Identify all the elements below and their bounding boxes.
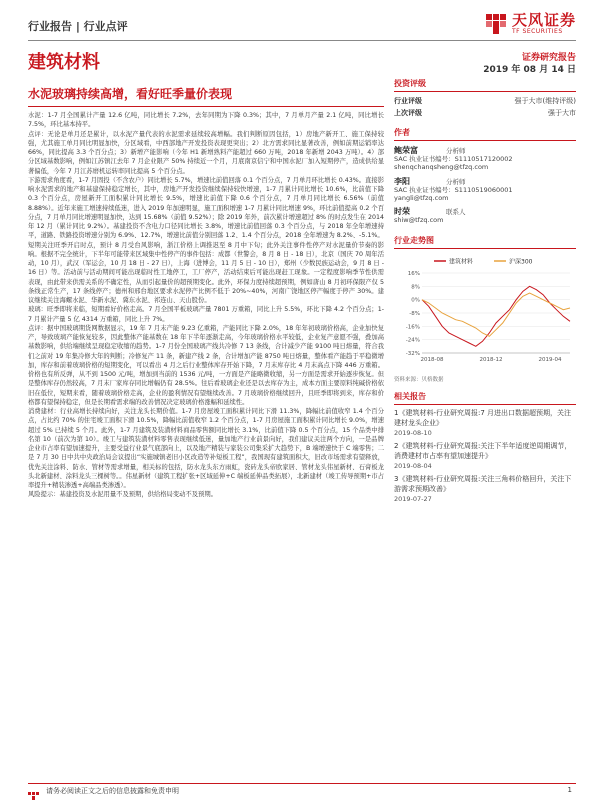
report-title: 水泥玻璃持续高增，看好旺季量价表现 xyxy=(28,87,233,101)
report-body xyxy=(28,111,384,500)
paragraph-season: 短期关注旺季开启时点，预计 8 月受台风影响，浙江价格上调推迟至 8 月中下旬；此外关注事件性停产对水泥量价节奏的影响。根据不完全统计，下半年可能带来区域集中性停产的事件包括：成都（世警会，8 月 8 日 - 18 日），北京（国庆 70 周年活动，10 月），武汉（军运会，10 月 18 日 - 27 日），上海（进博会，11 月 5 日 - 10 日），郑州（少数民族运动会，9 月 8 日 - 16 日）等。活动前与活动期间可能出现临时性工地停工，工厂停产，活动结束后可能出现赶工现象。一定程度影响季节性供需表现，由此带来供需关系的不确定性，从而引起量价的超预期变化。此外，环保力度持续超预期，例如唐山 8 月初环保限产仅 5 条线正常生产，17 条线停产；德州和邢台地区要求水泥停产比例不低于 20%~40%，河南广饶地区停产幅度于停产 30%。建议继续关注海螺水泥、华新水泥、冀东水泥、祁连山、天山股份。 xyxy=(28,241,384,304)
paragraph-demand: 下游需求角度看，1-7 月固投（不含农户）同比增长 5.7%，增速比前值回落 0.1 个百分点，7 月单月环比增长 0.43%。直接影响水泥需求的地产和基建保持稳定增长，其中，房地产开发投资继续保持较快增速，1-7 月累计同比增长 10.6%，比前值下降 0.3 个百分点，房屋新开工面积累计同比增长 9.5%，增速比前值下降 0.6 个百分点，7 月单月同比增长 6.56%（前值 8.88%）。近年来施工增速持续低迷，进入 2019 年加速明显，施工面积增速 1-7 月累计同比增速 9%，环比前值提高 0.2 个百分点，7 月单月同比增速明显加快，达到 15.68%（前值 9.52%）；除 2019 年外，前次累计增速超过 8% 的时点发生在 2014 年 12 月（累计同比 9.2%）。基建投资不含电力口径同比增长 3.8%，增速比前值回落 0.3 个百分点，与 2018 年全年增速持平，道路、铁路投资增速分别为 6.9%、12.7%，增速比前值分别回落 1.2、1.4 个百分点，2018 全年增速为 8.2%、-5.1%。 xyxy=(28,176,384,240)
related-report-date: 2019-07-27 xyxy=(394,494,432,503)
trend-heading: 行业走势图 xyxy=(394,235,434,245)
x-tick-label: 2019-04 xyxy=(538,356,562,363)
y-tick-label: 8% xyxy=(411,283,420,290)
analyst-cert: SAC 执业证书编号：S1110517120002 xyxy=(394,155,513,164)
rating-key: 行业评级 xyxy=(394,97,422,105)
analyst-email[interactable]: shiw@tfzq.com xyxy=(394,216,444,225)
industry-trend-chart xyxy=(394,253,576,373)
rating-value: 强于大市 xyxy=(548,109,576,117)
paragraph-consumer-materials: 消费建材：行业高增长持续向好，关注龙头长期价值。1-7 月房屋竣工面积累计同比下滑 11.3%，降幅比前值收窄 1.4 个百分点，占比约 70% 的住宅竣工面积下滑 10.5%，降幅比前值收窄 1.2 个百分点，1-7 月房屋施工面积累计同比增长 9.0%，增速超过 5% 已持续 5 个月。此外，1-7 月建筑及装潢材料商品零售额同比增长 3.1%，比前值下降 0.5 个百分点，15 个品类中排名第 10（前次为第 10）。竣工与建筑装潢材料零售表现继续低迷，量加地产行业前景向好，我们建议关注两个方向，一是品牌企业市占率有望加速提升，主要受益行业景气底部向上，以及地产精装与家装公司集采扩大趋势下，B 端增速快于 C 端零售；二是 7 月 30 日中共中央政治局会议提出“实施城镇老旧小区改造等补短板工程”，我国现有建筑面积大，旧改市场需求有望释放，优先关注涂料、防水、管材等需求增量，相关标的包括，防水龙头东方雨虹，瓷砖龙头帝欧家居、管材龙头伟星新材、石膏板龙头北新建材、涂料龙头三棵树等。。伟星新材（建筑工程扩张+区域延伸+C 端板延伸品类拓展），北新建材（竣工传导预期+市占率提升+精装渗透+高端品类渗透）。 xyxy=(28,408,384,489)
legend-label: 建筑材料 xyxy=(449,258,474,266)
page-number: 1 xyxy=(567,786,572,794)
paragraph-cement-comment: 点评：无论是单月还是累计，以水泥产量代表的水泥需求延续较高增幅。我们判断原因包括，1）房地产新开工、施工保持较强，尤其施工单月同比明显加快，分区域看，中西部地产开发投资表现更突出；2）北方需求同比显著改善，例如前期运销率达 66%，同比提高 3.3 个百分点；3）新增产能影响（今年 H1 新增熟料产能超过 660 万吨，2018 年新增 2043 万吨）。4）部分区域基数影响，例如江苏镇江去年 7 月企业限产 50% 持续近一个月，月底南京信宁和中国水泥厂加入短期停产，造成供给显著偏低，今年 7 月江苏磨机运转率同比提高 5 个百分点。 xyxy=(28,130,384,175)
footer-disclaimer: 请务必阅读正文之后的信息披露和免责申明 xyxy=(46,787,179,795)
analyst-name: 时荣 xyxy=(394,207,410,217)
analyst-name: 鲍荣富 xyxy=(394,146,418,155)
related-report-title[interactable]: 1《建筑材料-行业研究周报:7 月进出口数据超预期，关注建材龙头企业》 xyxy=(394,408,572,427)
related-report-item[interactable] xyxy=(394,441,576,471)
y-tick-label: 16% xyxy=(407,270,420,277)
paragraph-glass-comment: 点评：据中国玻璃期货网数据显示，19 年 7 月末产能 9.23 亿重箱，产能同比下降 2.0%，18 年年初玻璃价格高，企业加快复产，导致玻璃产能恢复较多，因此整体产能基数在 18 年下半年逐渐走高，今年玻璃价格水平较低，企业复产意愿不强，叠加高基数影响，供给端继续呈现稳定收缩的趋势。1-7 月份全国玻璃产线共冷修 7 13 条线，合计减少产能 9100 吨日熔量，符合我们之前对 19 年集冷修大年的判断；冷修复产 11 条，新建产线 2 条，合计增加产能 8750 吨日熔量，整体看产能趋于平稳微增加，库存和前着玻璃价格的短期变化，可以看出 4 月之后行业整体库存开始下降，7 月末库存比 4 月末高点下降 446 万重箱。价格也有所反弹，从不到 1500 元/吨，增加到当前的 1536 元/吨，一方面是产能略微收缩，另一方面是需求开始逐步恢复。但是整体库存仍然较高，7 月末厂家库存同比增幅仍有 28.5%。往后看玻璃企业还是以去库存为主，成本方面主要原料纯碱价格依旧在低位，短期来看，随着玻璃价格走高，企业的盈利情况有望继续改善。7 月玻璃价格继续回升，且旺季即将到来，库存和价格都有望保持稳定，但是长期看需求端的改善情况决定玻璃价格涨幅和延续性。 xyxy=(28,324,384,406)
logo-name-en: TF SECURITIES xyxy=(511,28,563,35)
report-date: 2019 年 08 月 14 日 xyxy=(483,65,576,75)
related-report-item[interactable] xyxy=(394,474,576,504)
analyst-card xyxy=(394,147,576,172)
paragraph-cement: 水泥：1-7 月全国累计产量 12.6 亿吨，同比增长 7.2%，去年同期为下降 0.3%；其中，7 月单月产量 2.1 亿吨，同比增长 7.5%，环比基本持平。 xyxy=(28,112,384,129)
x-tick-label: 2018-08 xyxy=(420,356,444,363)
report-category: 行业报告 | 行业点评 xyxy=(28,20,128,33)
author-divider xyxy=(394,140,576,141)
trend-divider xyxy=(394,248,576,249)
related-divider xyxy=(394,404,576,405)
related-report-date: 2019-08-04 xyxy=(394,461,432,470)
legend-label: 沪深300 xyxy=(509,258,533,266)
paragraph-risk: 风险提示：基建投资及水泥用量不及预期，供给格局变动不及预期。 xyxy=(28,491,217,499)
y-tick-label: -8% xyxy=(409,310,420,317)
analyst-card xyxy=(394,208,576,224)
related-report-date: 2019-08-10 xyxy=(394,428,432,437)
footer-logo-icon xyxy=(28,786,40,795)
rating-key: 上次评级 xyxy=(394,109,422,117)
y-tick-label: -32% xyxy=(405,350,420,357)
related-report-item[interactable] xyxy=(394,408,576,438)
header-divider xyxy=(28,40,576,41)
title-divider xyxy=(28,106,384,107)
analyst-role: 分析师 xyxy=(446,177,466,186)
y-tick-label: -16% xyxy=(405,323,420,330)
rating-value: 强于大市(维持评级) xyxy=(514,97,576,105)
analyst-role: 联系人 xyxy=(446,208,466,217)
y-tick-label: -24% xyxy=(405,337,420,344)
related-report-title[interactable]: 3《建筑材料-行业研究周报:关注三角料价格回升，关注下游需求预期改善》 xyxy=(394,474,572,493)
related-heading: 相关报告 xyxy=(394,391,426,401)
rating-divider xyxy=(394,91,576,92)
y-tick-label: 0% xyxy=(411,297,420,304)
footer-divider xyxy=(28,783,576,784)
main-column xyxy=(28,84,384,500)
logo-name: 天风证券 xyxy=(511,11,576,29)
rating-row xyxy=(394,107,576,119)
analyst-role: 分析师 xyxy=(446,147,466,155)
related-report-title[interactable]: 2《建筑材料-行业研究周报:关注下半年适度逆周期调节，消费建材市占率有望加速提升》 xyxy=(394,441,572,460)
related-reports xyxy=(394,408,576,504)
trend-chart-svg xyxy=(394,253,576,373)
page-header xyxy=(28,10,576,38)
analyst-card xyxy=(394,178,576,203)
analyst-email[interactable]: yangli@tfzq.com xyxy=(394,194,449,203)
analyst-name: 李阳 xyxy=(394,176,410,186)
chart-source: 资料来源：贝格数据 xyxy=(394,376,444,383)
industry-title: 建筑材料 xyxy=(28,52,100,73)
sidebar xyxy=(394,78,576,507)
company-logo xyxy=(484,10,576,38)
analyst-email[interactable]: shenqchanqsheng@tfzq.com xyxy=(394,163,489,172)
report-type-label: 证券研究报告 xyxy=(521,53,576,63)
rating-row xyxy=(394,95,576,107)
analyst-cert: SAC 执业证书编号：S1110519060001 xyxy=(394,185,513,194)
logo-mark-icon xyxy=(484,12,508,36)
author-heading: 作者 xyxy=(394,128,410,137)
paragraph-glass: 玻璃：旺季即将来临，短期看好价格走高。7 月全国平板玻璃产量 7801 万重箱，同比上升 5.5%，环比下降 4.2 个百分点；1-7 月累计产量 5 亿 4314 万重箱，同比上升 7%。 xyxy=(28,306,384,323)
rating-heading: 投资评级 xyxy=(394,79,426,88)
x-tick-label: 2018-12 xyxy=(479,356,503,363)
series-line xyxy=(422,286,570,346)
